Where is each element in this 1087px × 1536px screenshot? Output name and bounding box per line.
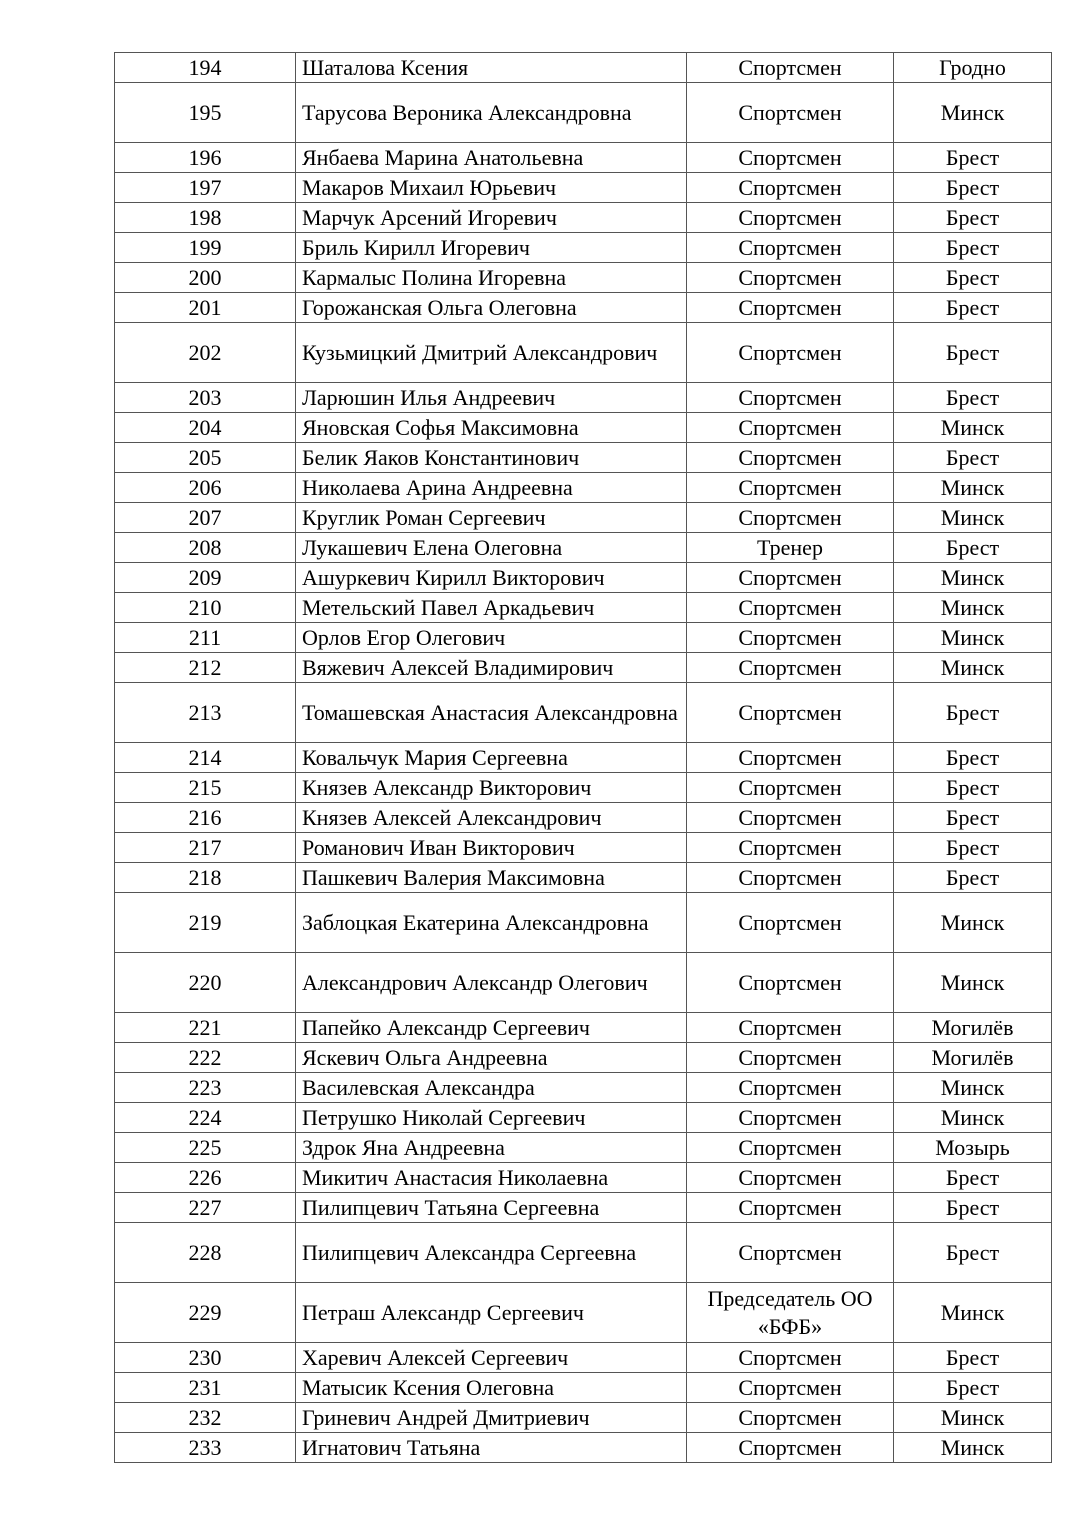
city-cell: Брест [894, 1193, 1052, 1223]
row-number-cell: 201 [115, 293, 296, 323]
role-cell: Спортсмен [687, 83, 894, 143]
role-cell: Спортсмен [687, 173, 894, 203]
full-name-cell: Бриль Кирилл Игоревич [296, 233, 687, 263]
full-name-cell: Романович Иван Викторович [296, 833, 687, 863]
role-cell: Спортсмен [687, 1013, 894, 1043]
full-name-cell: Николаева Арина Андреевна [296, 473, 687, 503]
role-cell: Спортсмен [687, 773, 894, 803]
table-row [115, 653, 1052, 683]
row-number-cell: 196 [115, 143, 296, 173]
row-number-cell: 207 [115, 503, 296, 533]
city-cell: Минск [894, 593, 1052, 623]
role-cell: Спортсмен [687, 1223, 894, 1283]
full-name-cell: Ковальчук Мария Сергеевна [296, 743, 687, 773]
role-cell: Спортсмен [687, 653, 894, 683]
full-name-cell: Папейко Александр Сергеевич [296, 1013, 687, 1043]
role-cell: Спортсмен [687, 203, 894, 233]
row-number-cell: 222 [115, 1043, 296, 1073]
city-cell: Брест [894, 173, 1052, 203]
city-cell: Брест [894, 1373, 1052, 1403]
table-row [115, 1133, 1052, 1163]
role-cell: Спортсмен [687, 443, 894, 473]
full-name-cell: Пилипцевич Александра Сергеевна [296, 1223, 687, 1283]
row-number-cell: 231 [115, 1373, 296, 1403]
row-number-cell: 216 [115, 803, 296, 833]
table-row [115, 953, 1052, 1013]
full-name-cell: Марчук Арсений Игоревич [296, 203, 687, 233]
full-name-cell: Томашевская Анастасия Александровна [296, 683, 687, 743]
role-cell: Спортсмен [687, 263, 894, 293]
full-name-cell: Ашуркевич Кирилл Викторович [296, 563, 687, 593]
role-cell: Спортсмен [687, 1043, 894, 1073]
table-row [115, 53, 1052, 83]
role-cell: Спортсмен [687, 413, 894, 443]
full-name-cell: Горожанская Ольга Олеговна [296, 293, 687, 323]
table-row [115, 1283, 1052, 1343]
city-cell: Брест [894, 263, 1052, 293]
full-name-cell: Петраш Александр Сергеевич [296, 1283, 687, 1343]
row-number-cell: 202 [115, 323, 296, 383]
full-name-cell: Ларюшин Илья Андреевич [296, 383, 687, 413]
full-name-cell: Микитич Анастасия Николаевна [296, 1163, 687, 1193]
table-row [115, 443, 1052, 473]
role-cell: Спортсмен [687, 143, 894, 173]
city-cell: Брест [894, 803, 1052, 833]
role-cell: Спортсмен [687, 743, 894, 773]
full-name-cell: Игнатович Татьяна [296, 1433, 687, 1463]
city-cell: Минск [894, 473, 1052, 503]
table-row [115, 1103, 1052, 1133]
table-row [115, 773, 1052, 803]
table-row [115, 1223, 1052, 1283]
role-cell: Спортсмен [687, 1433, 894, 1463]
role-cell: Спортсмен [687, 1163, 894, 1193]
full-name-cell: Вяжевич Алексей Владимирович [296, 653, 687, 683]
table-row [115, 533, 1052, 563]
city-cell: Брест [894, 833, 1052, 863]
city-cell: Мозырь [894, 1133, 1052, 1163]
full-name-cell: Заблоцкая Екатерина Александровна [296, 893, 687, 953]
row-number-cell: 210 [115, 593, 296, 623]
row-number-cell: 232 [115, 1403, 296, 1433]
row-number-cell: 229 [115, 1283, 296, 1343]
city-cell: Минск [894, 1073, 1052, 1103]
city-cell: Могилёв [894, 1013, 1052, 1043]
full-name-cell: Яскевич Ольга Андреевна [296, 1043, 687, 1073]
table-row [115, 1343, 1052, 1373]
full-name-cell: Яновская Софья Максимовна [296, 413, 687, 443]
row-number-cell: 228 [115, 1223, 296, 1283]
row-number-cell: 224 [115, 1103, 296, 1133]
full-name-cell: Гриневич Андрей Дмитриевич [296, 1403, 687, 1433]
row-number-cell: 217 [115, 833, 296, 863]
full-name-cell: Лукашевич Елена Олеговна [296, 533, 687, 563]
city-cell: Минск [894, 893, 1052, 953]
full-name-cell: Александрович Александр Олегович [296, 953, 687, 1013]
table-row [115, 1013, 1052, 1043]
row-number-cell: 219 [115, 893, 296, 953]
full-name-cell: Пашкевич Валерия Максимовна [296, 863, 687, 893]
full-name-cell: Петрушко Николай Сергеевич [296, 1103, 687, 1133]
row-number-cell: 199 [115, 233, 296, 263]
table-row [115, 683, 1052, 743]
city-cell: Минск [894, 623, 1052, 653]
role-cell: Спортсмен [687, 293, 894, 323]
row-number-cell: 215 [115, 773, 296, 803]
full-name-cell: Князев Алексей Александрович [296, 803, 687, 833]
table-row [115, 503, 1052, 533]
role-cell: Спортсмен [687, 683, 894, 743]
full-name-cell: Янбаева Марина Анатольевна [296, 143, 687, 173]
city-cell: Брест [894, 1163, 1052, 1193]
city-cell: Минск [894, 953, 1052, 1013]
table-row [115, 413, 1052, 443]
full-name-cell: Орлов Егор Олегович [296, 623, 687, 653]
role-cell: Спортсмен [687, 893, 894, 953]
city-cell: Минск [894, 413, 1052, 443]
table-row [115, 863, 1052, 893]
table-row [115, 1043, 1052, 1073]
role-cell: Спортсмен [687, 53, 894, 83]
city-cell: Брест [894, 683, 1052, 743]
table-row [115, 623, 1052, 653]
role-cell: Спортсмен [687, 473, 894, 503]
table-row [115, 1403, 1052, 1433]
full-name-cell: Шаталова Ксения [296, 53, 687, 83]
city-cell: Брест [894, 743, 1052, 773]
city-cell: Брест [894, 383, 1052, 413]
city-cell: Гродно [894, 53, 1052, 83]
role-cell: Спортсмен [687, 863, 894, 893]
row-number-cell: 206 [115, 473, 296, 503]
row-number-cell: 204 [115, 413, 296, 443]
row-number-cell: 230 [115, 1343, 296, 1373]
role-cell: Спортсмен [687, 1343, 894, 1373]
city-cell: Брест [894, 323, 1052, 383]
row-number-cell: 213 [115, 683, 296, 743]
full-name-cell: Василевская Александра [296, 1073, 687, 1103]
participants-table-body [115, 53, 1052, 1463]
role-cell: Спортсмен [687, 1193, 894, 1223]
full-name-cell: Харевич Алексей Сергеевич [296, 1343, 687, 1373]
table-row [115, 743, 1052, 773]
full-name-cell: Пилипцевич Татьяна Сергеевна [296, 1193, 687, 1223]
table-row [115, 293, 1052, 323]
role-cell: Тренер [687, 533, 894, 563]
full-name-cell: Кузьмицкий Дмитрий Александрович [296, 323, 687, 383]
city-cell: Минск [894, 503, 1052, 533]
row-number-cell: 233 [115, 1433, 296, 1463]
city-cell: Брест [894, 203, 1052, 233]
role-cell: Спортсмен [687, 623, 894, 653]
role-cell: Спортсмен [687, 563, 894, 593]
table-row [115, 143, 1052, 173]
table-row [115, 833, 1052, 863]
city-cell: Минск [894, 653, 1052, 683]
row-number-cell: 221 [115, 1013, 296, 1043]
table-row [115, 593, 1052, 623]
table-row [115, 233, 1052, 263]
city-cell: Брест [894, 143, 1052, 173]
row-number-cell: 209 [115, 563, 296, 593]
role-cell: Спортсмен [687, 1103, 894, 1133]
full-name-cell: Матысик Ксения Олеговна [296, 1373, 687, 1403]
role-cell: Спортсмен [687, 593, 894, 623]
city-cell: Минск [894, 1403, 1052, 1433]
full-name-cell: Тарусова Вероника Александровна [296, 83, 687, 143]
city-cell: Минск [894, 1283, 1052, 1343]
full-name-cell: Кармалыс Полина Игоревна [296, 263, 687, 293]
row-number-cell: 194 [115, 53, 296, 83]
full-name-cell: Метельский Павел Аркадьевич [296, 593, 687, 623]
table-row [115, 1193, 1052, 1223]
row-number-cell: 195 [115, 83, 296, 143]
full-name-cell: Круглик Роман Сергеевич [296, 503, 687, 533]
row-number-cell: 220 [115, 953, 296, 1013]
role-cell: Спортсмен [687, 323, 894, 383]
role-cell: Председатель ОО «БФБ» [687, 1283, 894, 1343]
table-row [115, 473, 1052, 503]
row-number-cell: 208 [115, 533, 296, 563]
row-number-cell: 200 [115, 263, 296, 293]
full-name-cell: Белик Яаков Константинович [296, 443, 687, 473]
row-number-cell: 225 [115, 1133, 296, 1163]
city-cell: Могилёв [894, 1043, 1052, 1073]
row-number-cell: 218 [115, 863, 296, 893]
table-row [115, 1073, 1052, 1103]
role-cell: Спортсмен [687, 803, 894, 833]
table-row [115, 803, 1052, 833]
table-row [115, 893, 1052, 953]
role-cell: Спортсмен [687, 833, 894, 863]
city-cell: Минск [894, 1103, 1052, 1133]
city-cell: Брест [894, 773, 1052, 803]
table-row [115, 1373, 1052, 1403]
full-name-cell: Здрок Яна Андреевна [296, 1133, 687, 1163]
table-row [115, 173, 1052, 203]
role-cell: Спортсмен [687, 233, 894, 263]
table-row [115, 383, 1052, 413]
city-cell: Минск [894, 563, 1052, 593]
city-cell: Минск [894, 83, 1052, 143]
row-number-cell: 226 [115, 1163, 296, 1193]
row-number-cell: 212 [115, 653, 296, 683]
row-number-cell: 227 [115, 1193, 296, 1223]
city-cell: Минск [894, 1433, 1052, 1463]
city-cell: Брест [894, 863, 1052, 893]
row-number-cell: 223 [115, 1073, 296, 1103]
row-number-cell: 197 [115, 173, 296, 203]
role-cell: Спортсмен [687, 1403, 894, 1433]
row-number-cell: 198 [115, 203, 296, 233]
role-cell: Спортсмен [687, 383, 894, 413]
city-cell: Брест [894, 293, 1052, 323]
city-cell: Брест [894, 233, 1052, 263]
table-row [115, 263, 1052, 293]
role-cell: Спортсмен [687, 1073, 894, 1103]
table-row [115, 1433, 1052, 1463]
role-cell: Спортсмен [687, 503, 894, 533]
row-number-cell: 203 [115, 383, 296, 413]
city-cell: Брест [894, 533, 1052, 563]
table-row [115, 563, 1052, 593]
role-cell: Спортсмен [687, 953, 894, 1013]
row-number-cell: 214 [115, 743, 296, 773]
city-cell: Брест [894, 1223, 1052, 1283]
participants-table [114, 52, 1052, 1463]
table-row [115, 323, 1052, 383]
role-cell: Спортсмен [687, 1133, 894, 1163]
table-row [115, 203, 1052, 233]
table-row [115, 1163, 1052, 1193]
row-number-cell: 211 [115, 623, 296, 653]
role-cell: Спортсмен [687, 1373, 894, 1403]
row-number-cell: 205 [115, 443, 296, 473]
table-row [115, 83, 1052, 143]
city-cell: Брест [894, 1343, 1052, 1373]
city-cell: Брест [894, 443, 1052, 473]
full-name-cell: Макаров Михаил Юрьевич [296, 173, 687, 203]
full-name-cell: Князев Александр Викторович [296, 773, 687, 803]
